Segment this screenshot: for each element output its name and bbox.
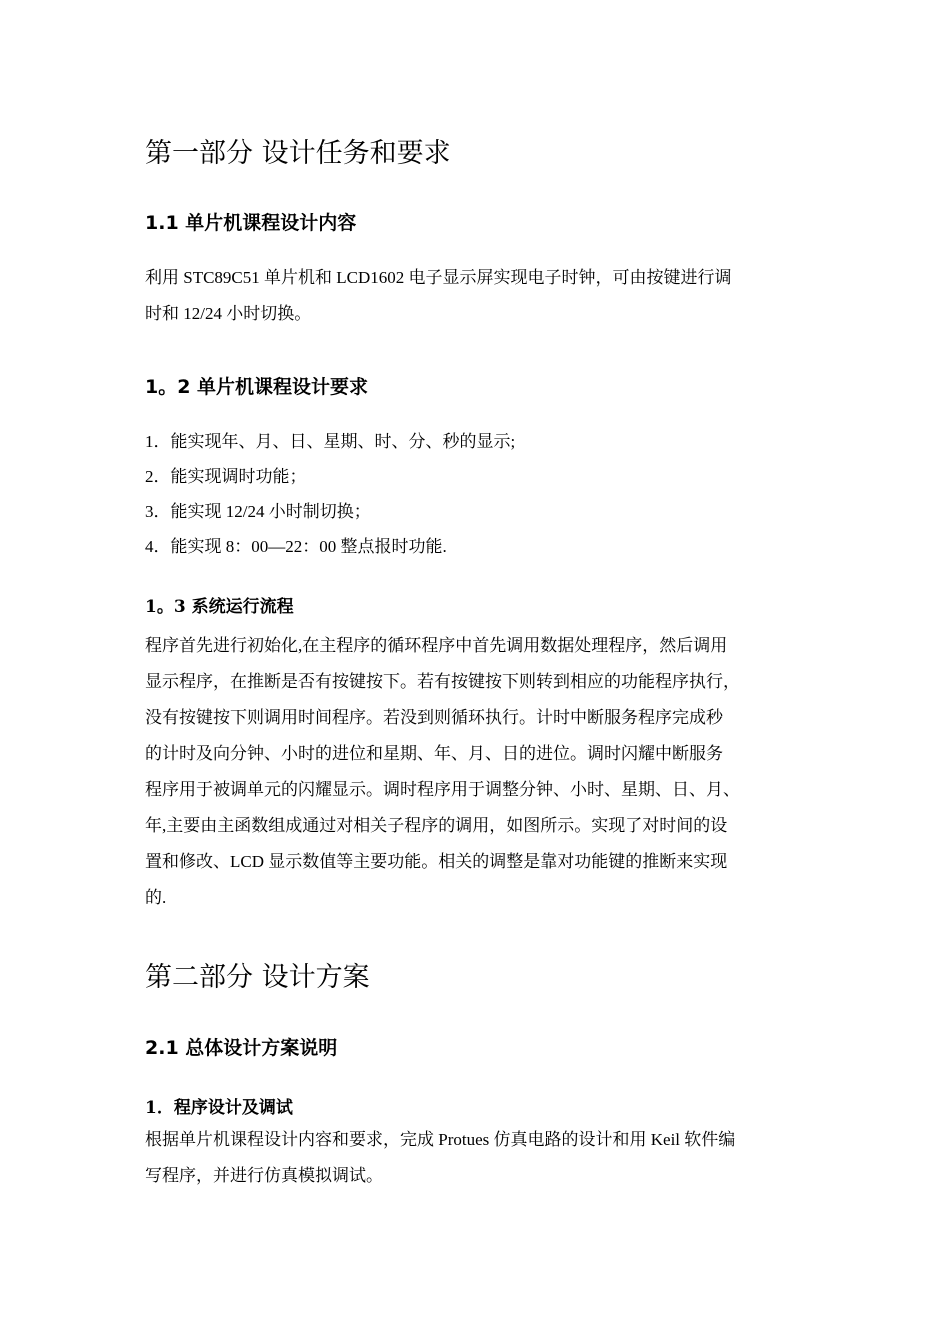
paragraph-line: 程序用于被调单元的闪耀显示。调时程序用于调整分钟、小时、星期、日、月、: [145, 780, 740, 799]
paragraph-line: 没有按键按下则调用时间程序。若没到则循环执行。计时中断服务程序完成秒: [145, 708, 723, 727]
list-item: 2．能实现调时功能；: [145, 467, 307, 486]
paragraph-line: 程序首先进行初始化,在主程序的循环程序中首先调用数据处理程序，然后调用: [145, 636, 728, 655]
paragraph-line: 的.: [145, 888, 167, 907]
paragraph-line: 置和修改、LCD 显示数值等主要功能。相关的调整是靠对功能键的推断来实现: [145, 852, 728, 871]
paragraph-line: 写程序，并进行仿真模拟调试。: [145, 1166, 383, 1185]
subsection-1-heading: 1．程序设计及调试: [145, 1098, 293, 1118]
section-1-3-heading: 1。3 系统运行流程: [145, 597, 294, 617]
part1-title: 第一部分 设计任务和要求: [145, 138, 451, 169]
subsection-1-paragraph: [145, 1122, 825, 1194]
section-1-2-heading: 1。2 单片机课程设计要求: [145, 376, 369, 398]
part2-title: 第二部分 设计方案: [145, 962, 370, 993]
paragraph-line: 利用 STC89C51 单片机和 LCD1602 电子显示屏实现电子时钟，可由按键进行调: [145, 268, 732, 287]
list-item: 1．能实现年、月、日、星期、时、分、秒的显示;: [145, 432, 516, 451]
paragraph-line: 的计时及向分钟、小时的进位和星期、年、月、日的进位。调时闪耀中断服务: [145, 744, 723, 763]
paragraph-line: 根据单片机课程设计内容和要求，完成 Protues 仿真电路的设计和用 Keil 软件编: [145, 1130, 736, 1149]
list-item: 4．能实现 8：00—22：00 整点报时功能.: [145, 537, 447, 556]
paragraph-line: 时和 12/24 小时切换。: [145, 304, 312, 323]
list-item: 3．能实现 12/24 小时制切换；: [145, 502, 371, 521]
section-1-3-paragraph: [145, 628, 825, 916]
section-1-1-heading: 1.1 单片机课程设计内容: [145, 212, 357, 234]
paragraph-line: 显示程序，在推断是否有按键按下。若有按键按下则转到相应的功能程序执行，: [145, 672, 740, 691]
section-1-1-paragraph: [145, 260, 825, 332]
requirements-list: [145, 424, 515, 564]
paragraph-line: 年,主要由主函数组成通过对相关子程序的调用，如图所示。实现了对时间的设: [145, 816, 728, 835]
section-2-1-heading: 2.1 总体设计方案说明: [145, 1037, 338, 1059]
